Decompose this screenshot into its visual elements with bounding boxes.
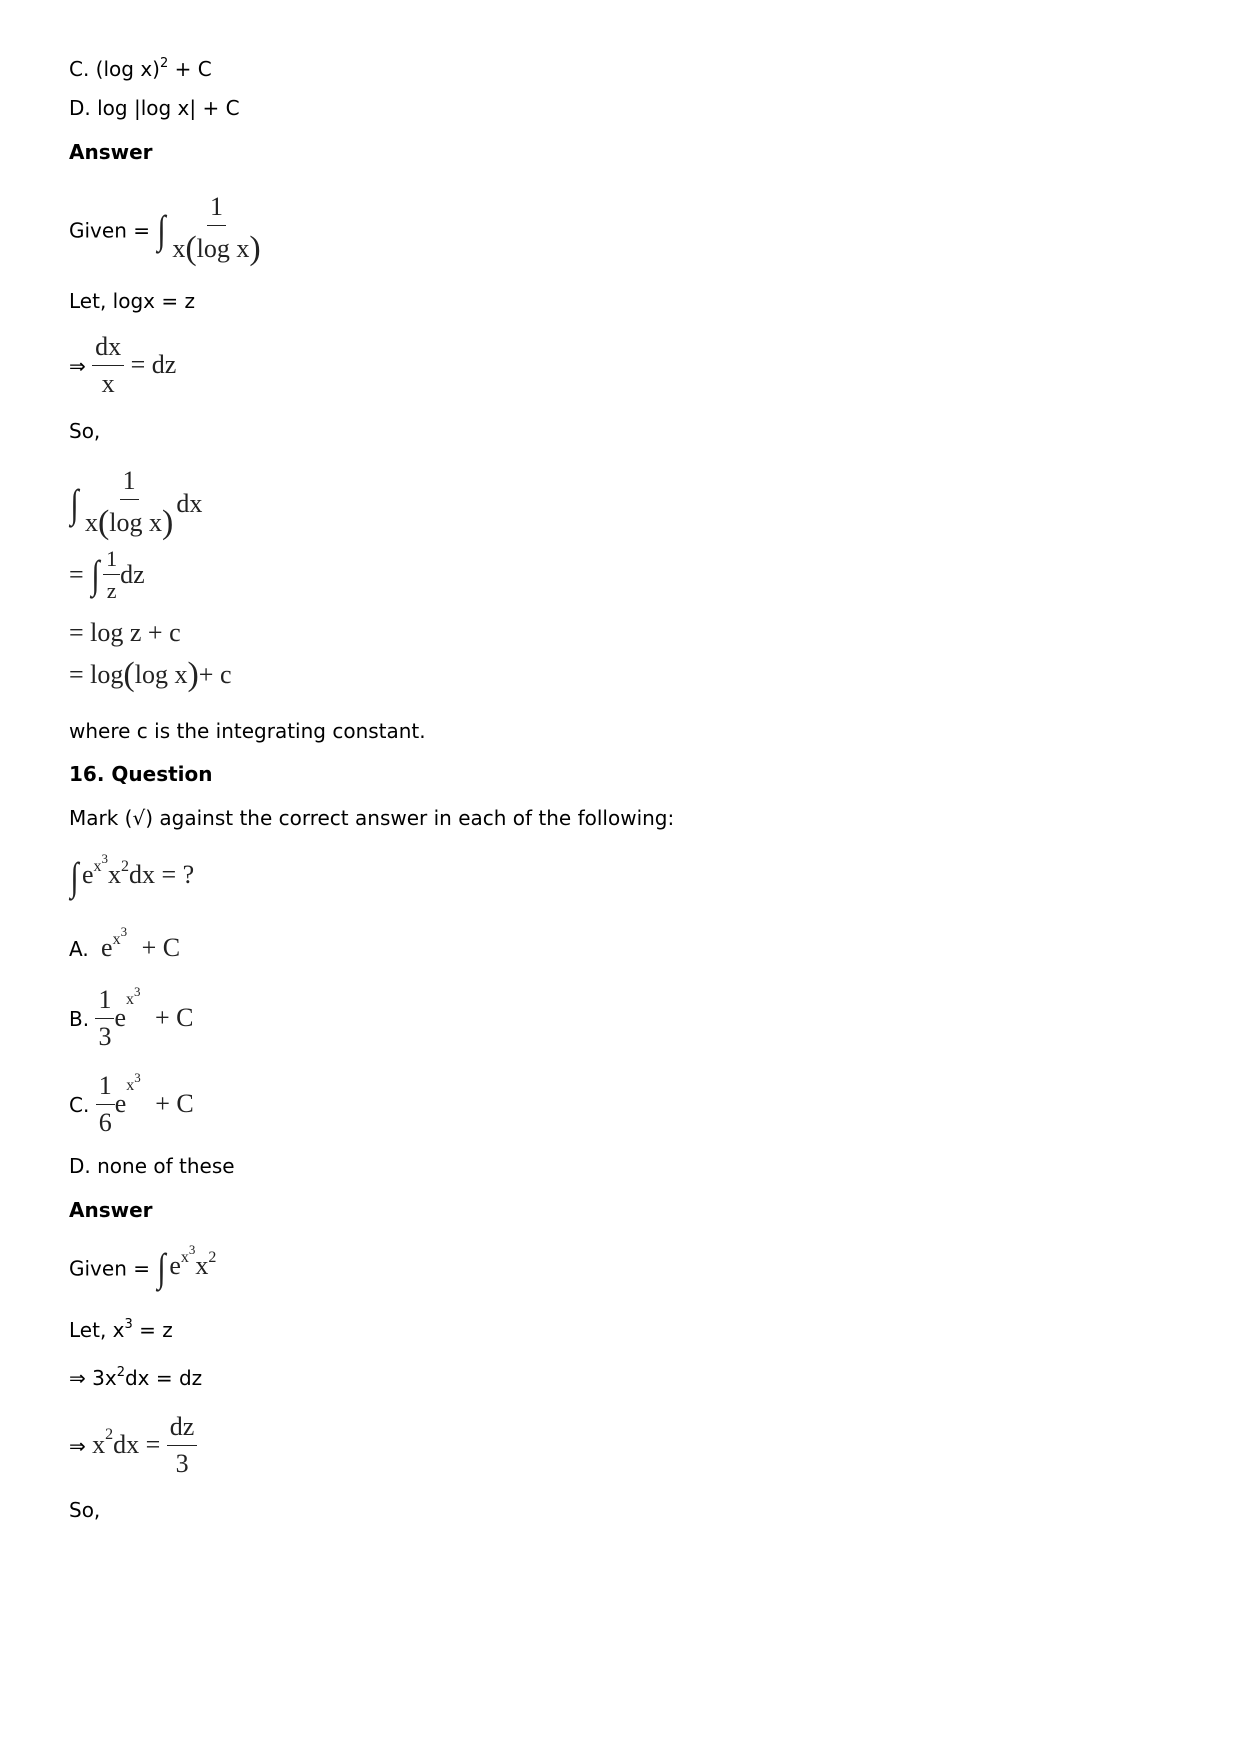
- step2-denominator: z: [106, 578, 117, 604]
- option-b-exp-3: 3: [133, 984, 141, 1000]
- step1-expression: [69, 466, 202, 542]
- option-c-exp-3: 3: [134, 1070, 141, 1086]
- given2-exp-x: x: [180, 1249, 189, 1266]
- given-label: Given =: [69, 218, 150, 243]
- option-c-e: e: [114, 1089, 127, 1119]
- question-instruction: Mark (√) against the correct answer in each of the following:: [69, 806, 675, 830]
- step3-expression: = log z + c: [69, 618, 181, 647]
- integral-exp-x: x: [93, 858, 102, 875]
- option-a-exponent: [112, 924, 128, 948]
- step4-constant: + c: [198, 660, 232, 689]
- so-line: So,: [69, 419, 101, 443]
- question-integral: [69, 851, 195, 900]
- given-den-log: log x: [196, 233, 250, 263]
- integral-e: e: [81, 860, 94, 889]
- option-a[interactable]: [69, 925, 180, 961]
- option-b-fraction: [95, 985, 114, 1052]
- integral-exponent: [93, 851, 109, 875]
- option-b-exponent: [125, 984, 141, 1009]
- integral-exp-3: 3: [101, 851, 109, 866]
- option-b[interactable]: [69, 985, 194, 1052]
- option-c-exp-x: x: [126, 1077, 135, 1095]
- option-c-denominator: 6: [98, 1107, 112, 1137]
- option-d-prev: D. log |log x| + C: [69, 96, 240, 120]
- given2-exp-3: 3: [188, 1242, 196, 1257]
- substitution-line: [69, 1412, 197, 1479]
- step1-denominator: x(log x): [84, 503, 174, 541]
- step2-expression: [69, 546, 145, 604]
- subst-dx: dx =: [113, 1430, 161, 1460]
- given-line-2: [69, 1242, 217, 1291]
- integral-sign: ∫: [91, 551, 100, 597]
- given-label-2: Given =: [69, 1256, 150, 1281]
- let2-pre: Let, x: [69, 1318, 125, 1342]
- let2-post: = z: [132, 1318, 173, 1342]
- option-a-exp-3: 3: [120, 924, 128, 939]
- subst-x: x: [92, 1430, 106, 1460]
- option-a-expression: [101, 924, 181, 962]
- derivative-rhs: = dz: [130, 350, 177, 380]
- integral-tail: dx = ?: [129, 860, 195, 889]
- subst-sup: 2: [105, 1426, 114, 1444]
- deriv2-post: dx = dz: [124, 1366, 203, 1390]
- derivative-expression: [92, 332, 177, 398]
- derivative-denominator: x: [101, 368, 115, 398]
- step2-equals: =: [69, 559, 84, 589]
- option-b-exp-x: x: [125, 991, 134, 1009]
- step1-dx: dx: [176, 488, 203, 518]
- step1-numerator: 1: [120, 466, 139, 500]
- step1-fraction: [82, 466, 176, 542]
- subst-fraction: [167, 1412, 198, 1479]
- given2-x-exp: 2: [208, 1249, 217, 1266]
- integral-sign: ∫: [70, 480, 79, 526]
- option-c-prev: [69, 57, 212, 79]
- let2-sup: 3: [124, 1317, 133, 1332]
- derivative-numerator: dx: [92, 332, 124, 366]
- integral-x: x: [108, 860, 122, 889]
- derivative-line: [69, 332, 176, 399]
- step2-fraction: [103, 546, 120, 604]
- option-c-prev-text: C. (log x): [69, 57, 160, 81]
- derivative-line-2: [69, 1366, 202, 1388]
- option-b-denominator: 3: [98, 1021, 112, 1051]
- option-a-tail: + C: [141, 933, 181, 962]
- given-numerator: 1: [207, 192, 226, 226]
- step1-den-log: log x: [109, 507, 163, 537]
- option-c-fraction: [96, 1071, 115, 1138]
- subst-numerator: dz: [167, 1412, 198, 1446]
- integral-x-exp: 2: [121, 858, 130, 875]
- option-b-e: e: [114, 1003, 126, 1033]
- option-c-expression: [96, 1070, 194, 1137]
- let-line: Let, logx = z: [69, 289, 195, 313]
- option-b-tail: + C: [154, 1003, 194, 1033]
- option-d[interactable]: D. none of these: [69, 1154, 235, 1178]
- given-fraction: [169, 192, 263, 268]
- integral-sign: ∫: [157, 1245, 166, 1291]
- integral-sign: ∫: [70, 854, 79, 900]
- implies-arrow: ⇒: [69, 1433, 86, 1458]
- option-c-tail: + C: [155, 1089, 194, 1119]
- given-denominator: x(log x): [172, 229, 261, 267]
- step2-numerator: 1: [103, 546, 120, 575]
- given2-e: e: [169, 1251, 181, 1280]
- implies-arrow: ⇒: [69, 353, 86, 378]
- answer-heading: Answer: [69, 140, 153, 164]
- option-c-numerator: 1: [96, 1071, 115, 1105]
- deriv2-sup: 2: [116, 1365, 125, 1380]
- substitution-expression: [92, 1412, 197, 1478]
- step4-log: = log: [69, 660, 124, 689]
- option-a-e: e: [101, 933, 113, 962]
- given-den-x: x: [172, 233, 186, 263]
- derivative-fraction: [92, 332, 124, 399]
- step4-inner: log x: [134, 660, 188, 689]
- option-b-label: B.: [69, 1006, 90, 1031]
- so-line-2: So,: [69, 1498, 101, 1522]
- deriv2-pre: ⇒ 3x: [69, 1366, 117, 1390]
- given2-exponent: [180, 1242, 196, 1266]
- step4-expression: = log(log x)+ c: [69, 656, 232, 693]
- option-b-numerator: 1: [95, 985, 114, 1019]
- option-a-exp-x: x: [112, 931, 121, 948]
- integral-sign: ∫: [157, 206, 166, 252]
- subst-denominator: 3: [175, 1448, 189, 1478]
- answer-heading-2: Answer: [69, 1198, 153, 1222]
- step1-den-x: x: [84, 507, 98, 537]
- given-expression: [156, 192, 263, 267]
- option-c[interactable]: [69, 1071, 194, 1138]
- step2-dz: dz: [120, 559, 145, 589]
- option-b-expression: [95, 984, 194, 1051]
- given2-x: x: [195, 1251, 209, 1280]
- option-a-label: A.: [69, 937, 89, 961]
- question-heading: 16. Question: [69, 762, 213, 786]
- option-c-prev-sup: 2: [159, 56, 169, 71]
- given-expression-2: [156, 1242, 217, 1291]
- option-c-prev-tail: + C: [168, 57, 212, 81]
- option-c-exponent: [126, 1070, 141, 1095]
- constant-note: where c is the integrating constant.: [69, 719, 426, 743]
- option-c-label: C.: [69, 1092, 90, 1117]
- given-line: [69, 192, 264, 268]
- let-line-2: [69, 1318, 173, 1340]
